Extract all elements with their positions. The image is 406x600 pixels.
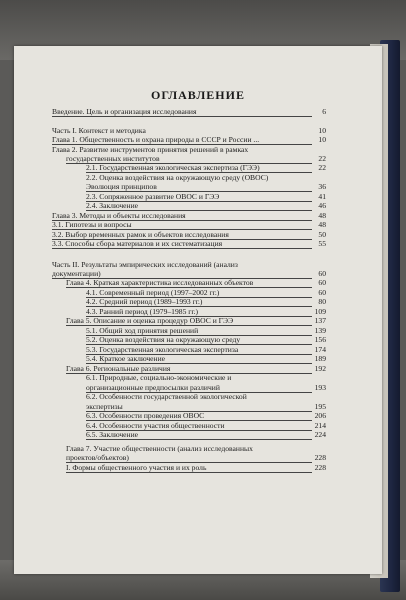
- toc-page-number: 46: [318, 201, 326, 210]
- toc-entry-text: 5.3. Государственная экологическая экспертиза: [86, 345, 312, 355]
- toc-entry-text: 4.2. Средний период (1989–1993 гг.): [86, 297, 312, 307]
- toc-page-number: 80: [318, 297, 326, 306]
- toc-page-number: 139: [314, 326, 326, 335]
- toc-entry-text: 4.1. Современный период (1997–2002 гг.): [86, 288, 312, 298]
- toc-page-number: 174: [314, 345, 326, 354]
- toc-entry-text: Глава 4. Краткая характеристика исследованных объектов: [66, 278, 312, 288]
- toc-page-number: 6: [322, 107, 326, 116]
- toc-page-number: 41: [318, 192, 326, 201]
- toc-entry-text: 6.1. Природные, социально-экономические и: [86, 373, 232, 382]
- toc-entry-text: 3.3. Способы сбора материалов и их систематизация: [52, 239, 312, 249]
- toc-entry-text: 6.3. Особенности проведения ОВОС: [86, 411, 312, 421]
- toc-entry-text: I. Формы общественного участия и их роль: [66, 463, 312, 473]
- toc-page-number: 48: [318, 211, 326, 220]
- toc-page-number: 50: [318, 230, 326, 239]
- toc-entry-text: 6.5. Заключение: [86, 430, 312, 440]
- toc-entry-text: Глава 5. Описание и оценка процедур ОВОС и ГЭЭ: [66, 316, 312, 326]
- toc-entry-text: 5.1. Общий ход принятия решений: [86, 326, 312, 336]
- toc-page-number: 10: [318, 135, 326, 144]
- toc-page-number: 22: [318, 163, 326, 172]
- toc-entry-text: 2.3. Сопряженное развитие ОВОС и ГЭЭ: [86, 192, 312, 202]
- toc-page-number: 60: [318, 269, 326, 278]
- toc-entry-text: документации): [52, 269, 312, 279]
- toc-entry-text: 6.4. Особенности участия общественности: [86, 421, 312, 431]
- toc-entry-text: Эволюция принципов: [86, 182, 312, 192]
- toc-entry-text: организационные предпосылки различий: [86, 383, 312, 393]
- toc-entry-text: 5.4. Краткое заключение: [86, 354, 312, 364]
- toc-page-number: 214: [314, 421, 326, 430]
- toc-list: [14, 46, 382, 574]
- toc-entry-text: 2.1. Государственная экологическая экспертиза (ГЭЭ): [86, 163, 312, 173]
- toc-entry-text: 3.1. Гипотезы и вопросы: [52, 220, 312, 230]
- toc-entry-text: проектов/объектов): [66, 453, 312, 463]
- toc-page-number: 10: [318, 126, 326, 135]
- toc-page-number: 60: [318, 288, 326, 297]
- toc-entry-text: Глава 1. Общественность и охрана природы в СССР и России ...: [52, 135, 312, 145]
- toc-entry-text: Часть I. Контекст и методика: [52, 126, 146, 135]
- toc-page-number: 22: [318, 154, 326, 163]
- toc-page-number: 189: [314, 354, 326, 363]
- toc-page-number: 109: [314, 307, 326, 316]
- toc-entry-text: 2.4. Заключение: [86, 201, 312, 211]
- toc-entry-text: Глава 2. Развитие инструментов принятия решений в рамках: [52, 145, 249, 154]
- book-page: [14, 46, 382, 574]
- toc-entry-text: 5.2. Оценка воздействия на окружающую среду: [86, 335, 312, 345]
- toc-entry-text: Часть II. Результаты эмпирических исследований (анализ: [52, 260, 238, 269]
- toc-entry-text: 2.2. Оценка воздействия на окружающую среду (ОВОС): [86, 173, 269, 182]
- toc-entry-text: государственных институтов: [66, 154, 312, 164]
- toc-page-number: 60: [318, 278, 326, 287]
- toc-page-number: 228: [314, 453, 326, 462]
- toc-entry-text: 6.2. Особенности государственной экологической: [86, 392, 247, 401]
- toc-page-number: 55: [318, 239, 326, 248]
- toc-page-number: 137: [314, 316, 326, 325]
- toc-heading: ОГЛАВЛЕНИЕ: [151, 88, 245, 102]
- toc-page-number: 193: [314, 383, 326, 392]
- toc-page-number: 192: [314, 364, 326, 373]
- toc-page-number: 228: [314, 463, 326, 472]
- toc-page-number: 156: [314, 335, 326, 344]
- toc-entry-text: Введение. Цель и организация исследования: [52, 107, 312, 117]
- toc-page-number: 206: [314, 411, 326, 420]
- toc-page-number: 36: [318, 182, 326, 191]
- toc-page-number: 48: [318, 220, 326, 229]
- toc-entry-text: Глава 6. Региональные различия: [66, 364, 312, 374]
- toc-entry-text: экспертизы: [86, 402, 312, 412]
- toc-entry-text: 3.2. Выбор временных рамок и объектов исследования: [52, 230, 312, 240]
- toc-entry-text: 4.3. Ранний период (1979–1985 гг.): [86, 307, 312, 317]
- toc-page-number: 195: [314, 402, 326, 411]
- toc-entry-text: Глава 3. Методы и объекты исследования: [52, 211, 312, 221]
- toc-entry-text: Глава 7. Участие общественности (анализ исследованных: [66, 444, 253, 453]
- toc-page-number: 224: [314, 430, 326, 439]
